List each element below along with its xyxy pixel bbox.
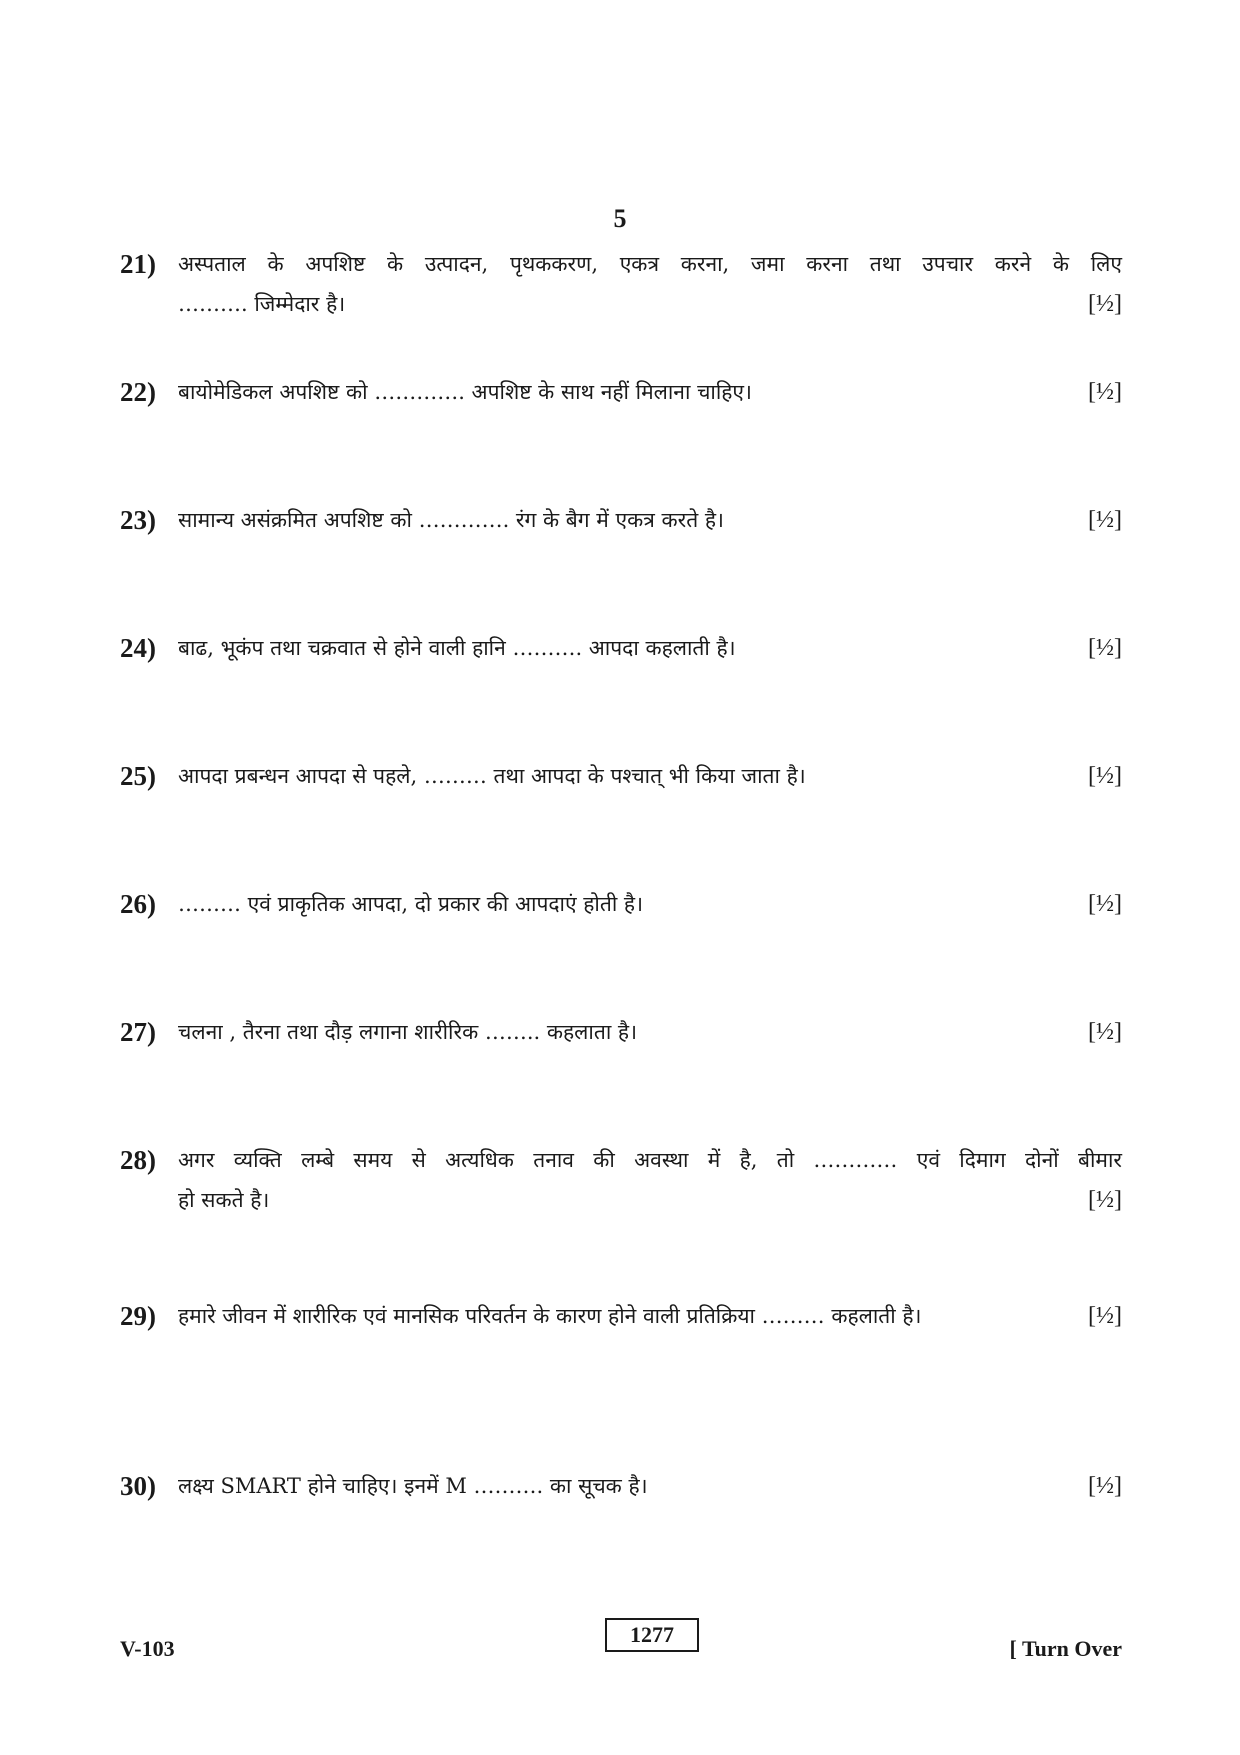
question-text: सामान्य असंक्रमित अपशिष्ट को …………. रंग के बैग में एकत्र करते है। [178, 508, 725, 532]
marks-label: [½] [1088, 379, 1122, 405]
marks-label: [½] [1088, 291, 1122, 317]
question-text: ……… एवं प्राकृतिक आपदा, दो प्रकार की आपदाएं होती है। [178, 892, 644, 916]
marks-label: [½] [1088, 1187, 1122, 1213]
question-24 [120, 628, 1122, 668]
question-text: लक्ष्य SMART होने चाहिए। इनमें M ………. का सूचक है। [178, 1474, 648, 1498]
question-number: 25) [120, 761, 156, 791]
question-number: 26) [120, 889, 156, 919]
question-text: बायोमेडिकल अपशिष्ट को …………. अपशिष्ट के साथ नहीं मिलाना चाहिए। [178, 380, 753, 404]
question-28 [120, 1140, 1122, 1220]
question-21 [120, 244, 1122, 324]
question-number: 24) [120, 633, 156, 663]
question-text-line-1: अस्पताल के अपशिष्ट के उत्पादन, पृथककरण, एकत्र करना, जमा करना तथा उपचार करने के लिए [178, 252, 1122, 276]
question-number: 23) [120, 505, 156, 535]
question-number: 22) [120, 377, 156, 407]
question-25 [120, 756, 1122, 796]
question-number: 30) [120, 1471, 156, 1501]
question-text-line-2: ………. जिम्मेदार है। [178, 292, 346, 316]
turn-over-label: [ Turn Over [1009, 1636, 1122, 1661]
question-text-line-1: अगर व्यक्ति लम्बे समय से अत्यधिक तनाव की अवस्था में है, तो ………… एवं दिमाग दोनों बीमार [178, 1148, 1122, 1172]
question-text: आपदा प्रबन्धन आपदा से पहले, ……… तथा आपदा के पश्चात् भी किया जाता है। [178, 764, 806, 788]
question-text: बाढ, भूकंप तथा चक्रवात से होने वाली हानि ………. आपदा कहलाती है। [178, 636, 736, 660]
question-number: 28) [120, 1145, 156, 1175]
question-text: चलना , तैरना तथा दौड़ लगाना शारीरिक …….. कहलाता है। [178, 1020, 638, 1044]
marks-label: [½] [1088, 763, 1122, 789]
marks-label: [½] [1088, 1019, 1122, 1045]
question-number: 21) [120, 249, 156, 279]
marks-label: [½] [1088, 891, 1122, 917]
question-number: 27) [120, 1017, 156, 1047]
question-30 [120, 1466, 1122, 1506]
question-27 [120, 1012, 1122, 1052]
question-23 [120, 500, 1122, 540]
question-22 [120, 372, 1122, 412]
marks-label: [½] [1088, 635, 1122, 661]
boxed-page-code: 1277 [605, 1618, 699, 1652]
question-26 [120, 884, 1122, 924]
paper-code: V-103 [120, 1636, 175, 1661]
question-29 [120, 1296, 1122, 1336]
marks-label: [½] [1088, 507, 1122, 533]
marks-label: [½] [1088, 1473, 1122, 1499]
marks-label: [½] [1088, 1303, 1122, 1329]
page-number: 5 [613, 204, 627, 233]
question-number: 29) [120, 1301, 156, 1331]
question-text-line-2: हो सकते है। [178, 1188, 270, 1212]
question-text: हमारे जीवन में शारीरिक एवं मानसिक परिवर्तन के कारण होने वाली प्रतिक्रिया ……… कहलाती है। [178, 1304, 922, 1328]
